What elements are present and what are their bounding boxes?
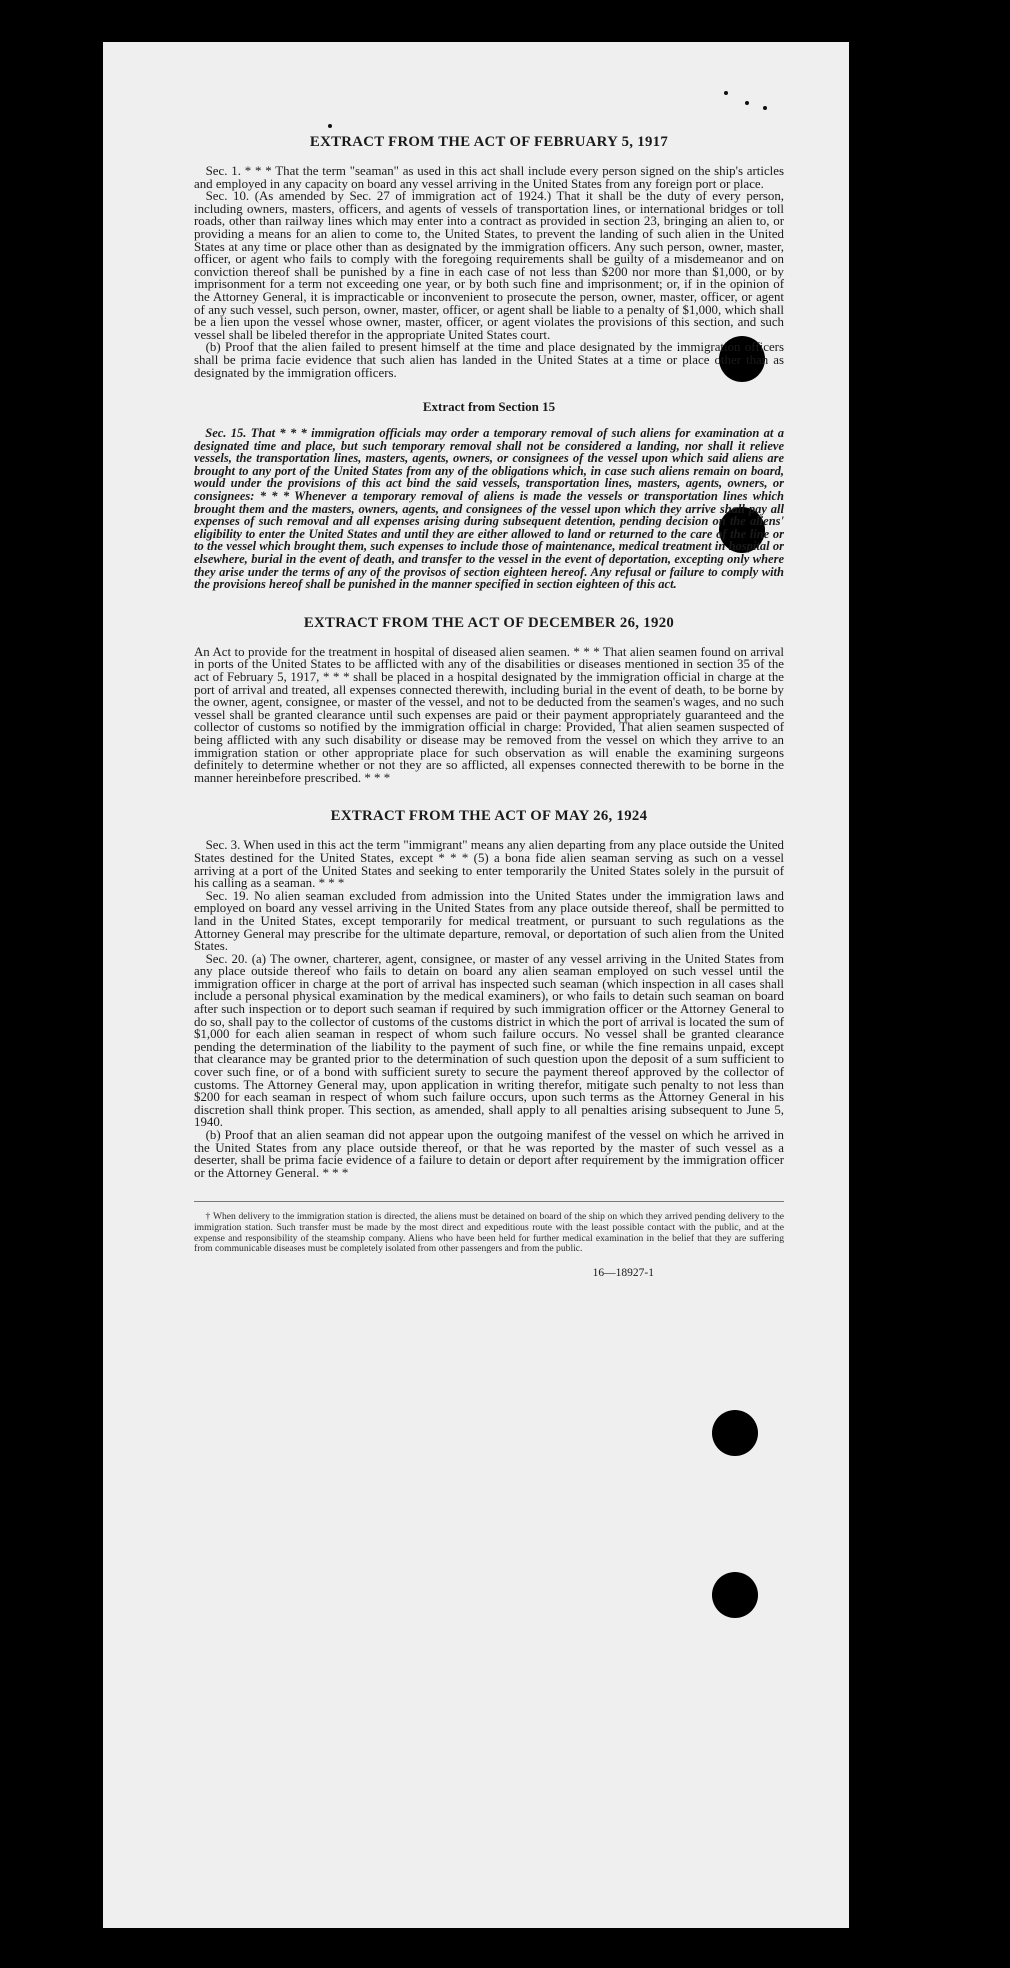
paragraph-sec-10: Sec. 10. (As amended by Sec. 27 of immigration act of 1924.) That it shall be the duty of every person, including owners, masters, officers, and agents of vessels of transportation lines, or international bridges or toll roads, other than railway lines which may enter into a contract as provided in section 23, bringing an alien to, or providing a means for an alien to come to, the United States, to prevent the landing of such alien in the United States at any time or place other than as designated by the immigration officers. Any such person, owner, master, officer, or agent who fails to comply with the foregoing requirements shall be guilty of a misdemeanor and on conviction thereof shall be punished by a fine in each case of not less than $200 nor more than $1,000, or by imprisonment for a term not exceeding one year, or by both such fine and imprisonment; or, if in the opinion of the Attorney General, it is impracticable or inconvenient to prosecute the person, owner, master, officer, or agent of any such vessel, such person, owner, master, officer, or agent shall be liable to a penalty of $1,000, which shall be a lien upon the vessel whose owner, master, officer, or agent violates the provisions of this section, and such vessel shall be libeled therefor in the appropriate United States court. — [194, 189, 784, 342]
punch-hole — [712, 1572, 758, 1618]
paragraph-sec-19: Sec. 19. No alien seaman excluded from admission into the United States under the immigration laws and employed on board any vessel arriving in the United States from any place outside thereof, shall be permitted to land in the United States, except temporarily for medical treatment, or pursuant to such regulations as the Attorney General may prescribe for the ultimate departure, removal, or deportation of such alien from the United States. — [194, 888, 784, 954]
form-number: 16—18927-1 — [592, 1266, 654, 1279]
scan-speck — [763, 106, 767, 110]
paragraph-sec-10-b: (b) Proof that the alien failed to present himself at the time and place designated by the immigration officers shall be prima facie evidence that such alien has landed in the United States at a time or place other than as designated by the immigration officers. — [194, 340, 784, 380]
heading-section-15: Extract from Section 15 — [422, 399, 556, 415]
paragraph-sec-3: Sec. 3. When used in this act the term "immigrant" means any alien departing from any place outside the United States destined for the United States, except * * * (5) a bona fide alien seaman serving as such on a vessel arriving at a port of the United States and seeking to enter temporarily the United States solely in the pursuit of his calling as a seaman. * * * — [194, 838, 784, 891]
paragraph-sec-1: Sec. 1. * * * That the term "seaman" as used in this act shall include every person signed on the ship's articles and employed in any capacity on board any vessel arriving in the United States from any foreign port or place. — [194, 164, 784, 191]
paragraph-sec-15: Sec. 15. That * * * immigration officials may order a temporary removal of such aliens for examination at a designated time and place, but such temporary removal shall not be considered a landing, nor shall it relieve vessels, the transportation lines, masters, agents, owners, or consignees of the vessel upon which said aliens are brought to any port of the United States from any of the obligations which, in case such aliens remain on board, would under the provisions of this act bind the said vessels, transportation lines, masters, agents, owners, or consignees: * * * Whenever a temporary removal of aliens is made the vessels or transportation lines which brought them and the masters, owners, agents, and consignees of the vessel upon which they arrive shall pay all expenses of such removal and all expenses arising during subsequent detention, pending decision on the aliens' eligibility to enter the United States and until they are either allowed to land or returned to the care of the line or to the vessel which brought them, such expenses to include those of maintenance, medical treatment in hospital or elsewhere, burial in the event of death, and transfer to the vessel in the event of deportation, excepting only where they arise under the terms of any of the provisos of section eighteen hereof. Any refusal or failure to comply with the provisions hereof shall be punished in the manner specified in section eighteen of this act. — [194, 426, 784, 592]
scan-speck — [745, 101, 749, 105]
document-body — [194, 134, 784, 1279]
scan-speck — [724, 91, 728, 95]
heading-act-dec-1920: EXTRACT FROM THE ACT OF DECEMBER 26, 1920 — [303, 614, 675, 631]
document-page — [103, 42, 849, 1928]
punch-hole — [712, 1410, 758, 1456]
paragraph-act-1920: An Act to provide for the treatment in hospital of diseased alien seamen. * * * That alien seamen found on arrival in ports of the United States to be afflicted with any of the disabilities or diseases mentioned in section 35 of the act of February 5, 1917, * * * shall be placed in a hospital designated by the immigration official in charge at the port of arrival and treated, all expenses connected therewith, including burial in the event of death, to be borne by the owner, agent, consignee, or master of the vessel, and not to be deducted from the seamen's wages, and no such vessel shall be granted clearance until such expenses are paid or their payment appropriately guaranteed and the collector of customs so notified by the immigration official in charge: Provided, That alien seamen suspected of being afflicted with any such disability or disease may be removed from the vessel on which they arrive to an immigration station or other appropriate place for such observation as will enable the examining surgeons definitely to determine whether or not they are so afflicted, all expenses connected therewith to be borne in the manner hereinbefore prescribed. * * * — [194, 644, 784, 785]
paragraph-sec-20-b: (b) Proof that an alien seaman did not appear upon the outgoing manifest of the vessel on which he arrived in the United States from any place outside thereof, or that he was reported by the master of such vessel as a deserter, shall be prima facie evidence of a failure to detain or deport after requirement by the immigration officer or the Attorney General. * * * — [194, 1128, 784, 1180]
scan-speck — [328, 124, 332, 128]
heading-act-feb-1917: EXTRACT FROM THE ACT OF FEBRUARY 5, 1917 — [309, 134, 669, 150]
heading-act-may-1924: EXTRACT FROM THE ACT OF MAY 26, 1924 — [330, 808, 648, 825]
footnote: † When delivery to the immigration station is directed, the aliens must be detained on board of the ship on which they arrived pending delivery to the immigration station. Such transfer must be made by the most direct and expeditious route with the least possible contact with the public, and at the expense and responsibility of the steamship company. Aliens who have been held for further medical examination in the belief that they are suffering from communicable diseases must be completely isolated from other passengers and from the public. — [194, 1201, 784, 1254]
paragraph-sec-20-a: Sec. 20. (a) The owner, charterer, agent, consignee, or master of any vessel arriving in the United States from any place outside thereof who fails to detain on board any alien seaman employed on such vessel until the immigration officer in charge at the port of arrival has inspected such seaman (which inspection in all cases shall include a personal physical examination by the medical examiners), or who fails to detain such seaman on board after such inspection or to deport such seaman if required by such immigration officer or the Attorney General to do so, shall pay to the collector of customs of the customs district in which the port of arrival is located the sum of $1,000 for each alien seaman in respect of whom such failure occurs. No vessel shall be granted clearance pending the determination of the liability to the payment of such fine, or while the fine remains unpaid, except that clearance may be granted prior to the determination of such question upon the deposit of a sum sufficient to cover such fine, or of a bond with sufficient surety to secure the payment thereof approved by the collector of customs. The Attorney General may, upon application in writing therefor, mitigate such penalty to not less than $200 for each seaman in respect of whom such failure occurs, upon such terms as the Attorney General in his discretion shall think proper. This section, as amended, shall apply to all penalties arising subsequent to June 5, 1940. — [194, 951, 784, 1130]
